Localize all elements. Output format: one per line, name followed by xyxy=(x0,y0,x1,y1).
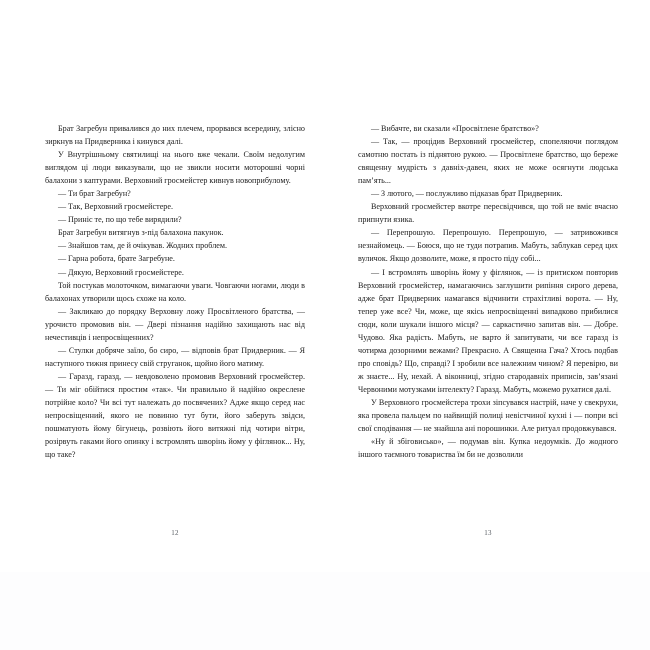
paragraph: — Вибачте, ви сказали «Просвітлене братство»? xyxy=(371,124,539,133)
paragraph: — Гарна робота, брате Загребуне. xyxy=(58,254,175,264)
paragraph: — Дякую, Верховний гросмейстере. xyxy=(58,267,184,277)
right-page-textblock xyxy=(358,122,618,461)
paragraph: — Перепрошую. Перепрошую. Перепрошую, — затривожився незнайомець. — Боюся, що не туди потрапив. Мабуть, заблукав серед цих вуличок. Якщо дозволите, може, я просто піду собі... xyxy=(358,228,618,264)
paragraph: У Внутрішньому святилищі на нього вже чекали. Своїм недолугим виглядом ці люди виказували, що не звикли носити моторошні чорні балахони з каптурами. Верховний гросмейстер кивнув новоприбулому. xyxy=(45,150,305,186)
paragraph: — Так, Верховний гросмейстере. xyxy=(58,202,174,212)
paragraph: — Ти брат Загребун? xyxy=(58,189,131,199)
paragraph: — Закликаю до порядку Верховну ложу Просвітленого братства, — урочисто промовив він. — Двері пізнання надійно захищають нас від нечестивців і непросвіщенних? xyxy=(45,306,305,342)
paragraph: — Приніс те, по що тебе вирядили? xyxy=(58,215,182,225)
page-number-right: 13 xyxy=(484,529,492,537)
paragraph: У Верховного гросмейстера трохи зіпсувався настрій, наче у свекрухи, яка провела пальцем по найвищій полиці невістчиної кухні і — попри всі свої сподівання — не знайшла ані порошинки. Але ритуал продовжувався. xyxy=(358,397,618,434)
paragraph: — Гаразд, гаразд, — невдоволено промовив Верховний гросмейстер. — Ти міг обійтися простим «так». Чи правильно й надійно окреслене потрійне коло? Чи всі тут належать до посвячених? Адже якщо серед нас непросвіщенний, якого не повинно тут бути, його заберуть звідси, пошматують йому бігунець, розвіють його витяжні під чотири вітри, розірвуть гаками його опинку і встромлять шворінь йому у фіглянок... Ну, що таке? xyxy=(45,371,305,460)
paragraph: — І встромлять шворінь йому у фіглянок, — із притиском повторив Верховний гросмейстер, намагаючись заглушити рипіння сирого дерева, адже брат Придверник намагався відчинити страхітливі ворота. — Ну, тепер уже все? Чи, може, ще якісь непросвіщенні випадково прибилися сюди, коли шукали іншого місця? — саркастично запитав він. — Добре. Чудово. Яка радість. Мабуть, не варто й запитувати, чи все гаразд із чотирма дозорними вежами? Прекрасно. А Священна Гача? Хтось подбав про сповідь? Що, справді? І зробили все належним чином? Я перевірю, ви ж знаєте... Ну, нехай. А віконниці, згідно стародавніх приписів, зав’язані Червоними мотузками інтелекту? Гаразд. Мабуть, можемо рухатися далі. xyxy=(358,267,618,394)
right-page xyxy=(325,0,650,650)
paragraph: Верховний гросмейстер вкотре пересвідчився, що той не вміє вчасно припнути язика. xyxy=(358,202,618,225)
paragraph: «Ну й збіговисько», — подумав він. Купка недоумків. До жодного іншого таємного товариства їм би не дозволили xyxy=(358,437,618,460)
paragraph: Брат Загребун витягнув з-під балахона пакунок. xyxy=(58,228,224,238)
paragraph: — Стулки добряче заїло, бо сиро, — відповів брат Придверник. — Я наступного тижня принесу свій струганок, щойно його матиму. xyxy=(45,345,305,368)
paragraph: — Так, — процідив Верховний гросмейстер, спопеляючи поглядом самотню постать із піднятою рукою. — Просвітлене братство, що береже священну мудрість з давніх-давен, яких не може осягнути людська пам’ять... xyxy=(358,137,618,186)
left-page-textblock xyxy=(45,122,305,461)
paragraph: Брат Загребун привалився до них плечем, прорвався всередину, злісно зиркнув на Придверника і кинувся далі. xyxy=(45,124,305,147)
paragraph: — З лютого, — послужливо підказав брат Придверник. xyxy=(371,189,563,199)
page-number-left: 12 xyxy=(171,529,179,537)
paragraph: — Знайшов там, де й очікував. Жодних проблем. xyxy=(58,241,228,251)
paragraph: Той постукав молоточком, вимагаючи уваги. Човгаючи ногами, люди в балахонах утворили щось схоже на коло. xyxy=(45,280,305,303)
